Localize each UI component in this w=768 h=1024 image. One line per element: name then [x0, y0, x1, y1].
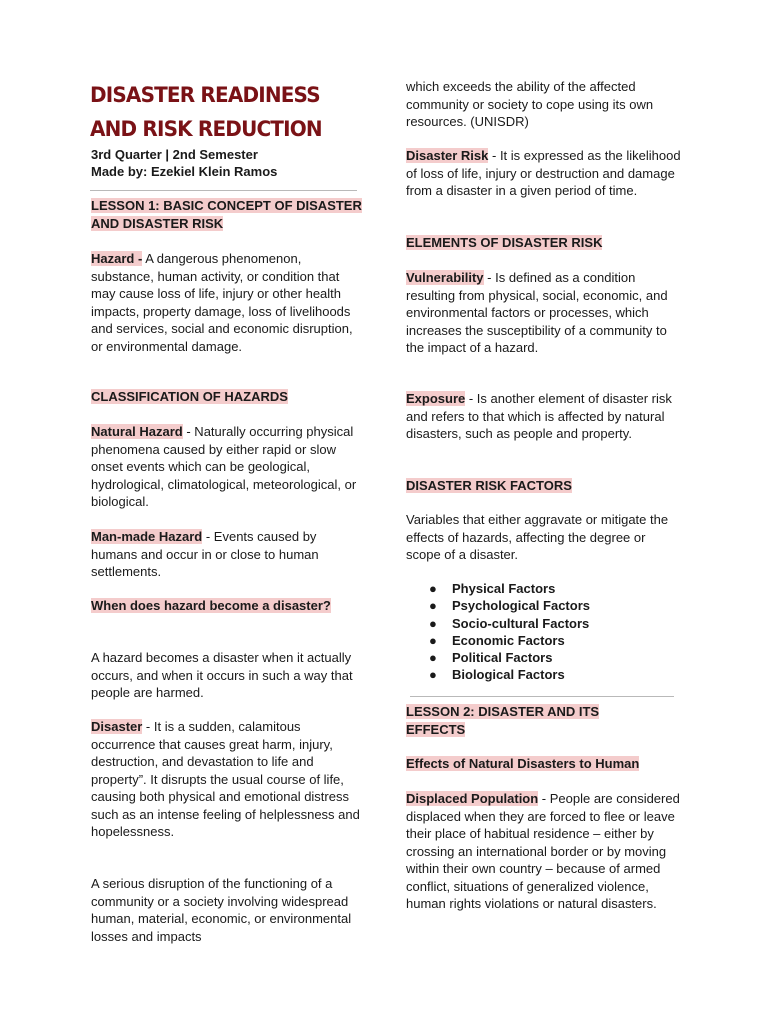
factors-intro: Variables that either aggravate or mitigate the effects of hazards, affecting the degree or scope of a disaster. — [406, 512, 669, 562]
header-divider — [90, 190, 357, 191]
disaster-text: - It is a sudden, calamitous occurrence that causes great harm, injury, destruction, and devastation to life and property”. It disrupts the usual course of life, causing both physical and emotional distress such as an intense feeling of helplessness and hopelessness. — [91, 719, 360, 839]
hazard-definition — [91, 250, 366, 355]
list-item — [406, 597, 590, 614]
elements-heading — [406, 234, 682, 252]
list-item — [406, 649, 590, 666]
bullet-icon: ● — [429, 650, 437, 666]
lesson1-heading — [91, 197, 366, 232]
title-line-1: DISASTER READINESS — [90, 83, 320, 108]
factor-label: Physical Factors — [452, 581, 556, 596]
exposure-term: Exposure — [406, 391, 466, 406]
effects-heading — [406, 755, 682, 773]
hazard-term: Hazard - — [91, 251, 143, 266]
natural-hazard-definition — [91, 423, 366, 511]
classification-heading-text: CLASSIFICATION OF HAZARDS — [91, 389, 288, 404]
disruption-paragraph: A serious disruption of the functioning of a community or a society involving widespread human, material, economic, or environmental losses and impacts — [91, 876, 352, 944]
factors-heading — [406, 477, 682, 495]
disaster-risk-term: Disaster Risk — [406, 148, 489, 163]
title-line-2: AND RISK REDUCTION — [90, 117, 322, 142]
factor-label: Economic Factors — [452, 632, 565, 648]
question-answer: A hazard becomes a disaster when it actually occurs, and when it occurs in such a way that people are harmed. — [91, 650, 353, 700]
vulnerability-definition — [406, 269, 682, 357]
displaced-text: - People are considered displaced when they are forced to flee or leave their place of habitual residence – either by crossing an international border or by moving within their own country – because of armed conflict, situations of generalized violence, human rights violations or natural disasters. — [406, 791, 680, 911]
vulnerability-text: - Is defined as a condition resulting from physical, social, economic, and environmental factors or processes, which increases the susceptibility of a community to the impact of a hazard. — [406, 270, 668, 355]
factor-label: Socio-cultural Factors — [452, 615, 590, 631]
bullet-icon: ● — [429, 632, 437, 648]
effects-heading-text: Effects of Natural Disasters to Human — [406, 756, 640, 771]
author-label: Made by: Ezekiel Klein Ramos — [91, 164, 278, 179]
exposure-definition — [406, 390, 682, 443]
bullet-icon: ● — [429, 598, 437, 614]
factor-label: Political Factors — [452, 650, 553, 666]
lesson1-heading-text: LESSON 1: BASIC CONCEPT OF DISASTER AND DISASTER RISK — [91, 198, 362, 231]
lesson2-heading — [406, 703, 646, 738]
factors-heading-text: DISASTER RISK FACTORS — [406, 478, 572, 493]
displaced-term: Displaced Population — [406, 791, 539, 806]
elements-heading-text: ELEMENTS OF DISASTER RISK — [406, 235, 603, 250]
manmade-hazard-text: - Events caused by humans and occur in or close to human settlements. — [91, 529, 319, 579]
question-text: When does hazard become a disaster? — [91, 598, 331, 613]
question-heading — [91, 597, 331, 615]
lesson2-heading-text: LESSON 2: DISASTER AND ITS EFFECTS — [406, 704, 600, 737]
disaster-risk-definition — [406, 147, 682, 200]
quarter-label: 3rd Quarter | 2nd Semester — [91, 147, 258, 162]
bullet-icon: ● — [429, 581, 437, 596]
hazard-text: A dangerous phenomenon, substance, human activity, or condition that may cause loss of life, injury or other health impacts, property damage, loss of livelihoods and services, social and economic disruption, or environmental damage. — [91, 251, 353, 354]
disaster-term: Disaster — [91, 719, 143, 734]
list-item — [406, 615, 590, 632]
list-item — [406, 666, 590, 683]
vulnerability-term: Vulnerability — [406, 270, 484, 285]
continuation-paragraph: which exceeds the ability of the affected community or society to cope using its own resources. (UNISDR) — [406, 79, 654, 129]
natural-hazard-text: - Naturally occurring physical phenomena caused by either rapid or slow onset events which can be geological, hydrological, climatological, meteorological, or biological. — [91, 424, 357, 509]
exposure-text: - Is another element of disaster risk and refers to that which is affected by natural disasters, such as people and property. — [406, 391, 672, 441]
disaster-definition — [91, 718, 366, 841]
bullet-icon: ● — [429, 615, 437, 631]
document-title — [90, 79, 322, 147]
list-item — [406, 632, 590, 649]
lesson2-divider — [410, 696, 674, 697]
natural-hazard-term: Natural Hazard — [91, 424, 183, 439]
factor-label: Biological Factors — [452, 667, 565, 683]
bullet-icon: ● — [429, 667, 437, 683]
disaster-risk-text: - It is expressed as the likelihood of loss of life, injury or destruction and damage from a disaster in a given period of time. — [406, 148, 681, 198]
factors-list — [406, 580, 590, 684]
classification-heading — [91, 388, 366, 406]
list-item — [406, 580, 590, 597]
manmade-hazard-definition — [91, 528, 366, 581]
displaced-definition — [406, 790, 682, 913]
factor-label: Psychological Factors — [452, 598, 590, 614]
manmade-hazard-term: Man-made Hazard — [91, 529, 203, 544]
